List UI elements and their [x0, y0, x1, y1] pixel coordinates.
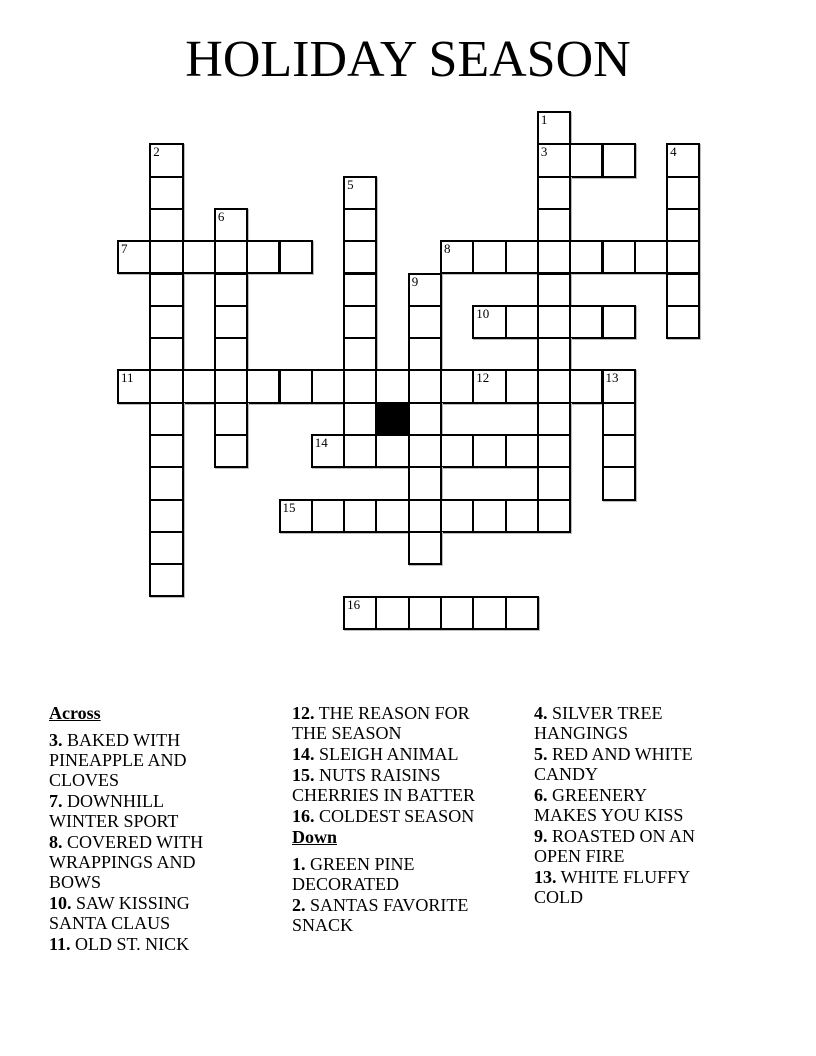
- cell-number: 8: [444, 241, 451, 257]
- clue-item: [292, 895, 530, 935]
- grid-cell[interactable]: [246, 240, 280, 274]
- clue-number: 7.: [49, 791, 63, 811]
- grid-cell[interactable]: [343, 208, 377, 242]
- cell-number: 2: [153, 144, 160, 160]
- grid-cell[interactable]: [408, 596, 442, 630]
- clue-line: HANGINGS: [534, 723, 628, 743]
- grid-cell[interactable]: [149, 208, 183, 242]
- grid-cell[interactable]: [537, 434, 571, 468]
- clue-number: 11.: [49, 934, 71, 954]
- grid-cell[interactable]: [569, 143, 603, 177]
- grid-cell[interactable]: [602, 402, 636, 436]
- cell-number: 12: [476, 370, 490, 386]
- grid-cell[interactable]: [537, 176, 571, 210]
- grid-cell[interactable]: [214, 208, 248, 242]
- clue-line: SANTA CLAUS: [49, 913, 171, 933]
- clue-item: [534, 867, 772, 907]
- grid-cell[interactable]: [472, 596, 506, 630]
- grid-cell[interactable]: [375, 596, 409, 630]
- grid-cell[interactable]: [182, 369, 216, 403]
- clue-item: [49, 832, 287, 892]
- grid-cell[interactable]: [117, 240, 151, 274]
- clue-number: 3.: [49, 730, 63, 750]
- clue-item: [49, 730, 287, 790]
- grid-cell[interactable]: [440, 240, 474, 274]
- grid-cell[interactable]: [149, 563, 183, 597]
- clue-item: [49, 934, 287, 954]
- grid-cell[interactable]: [214, 240, 248, 274]
- clue-line: 13. WHITE FLUFFY: [534, 867, 691, 887]
- grid-cell[interactable]: [149, 273, 183, 307]
- grid-cell[interactable]: [149, 434, 183, 468]
- cell-number: 13: [605, 370, 619, 386]
- clue-number: 6.: [534, 785, 548, 805]
- grid-cell[interactable]: [149, 305, 183, 339]
- grid-cell[interactable]: [214, 305, 248, 339]
- clue-item: [292, 806, 530, 826]
- grid-cell[interactable]: [634, 240, 668, 274]
- clue-line: BOWS: [49, 872, 102, 892]
- cell-number: 14: [314, 435, 328, 450]
- clue-number: 2.: [292, 895, 306, 915]
- grid-cell[interactable]: [408, 531, 442, 565]
- grid-cell[interactable]: [602, 305, 636, 339]
- grid-cell[interactable]: [408, 434, 442, 468]
- grid-cell[interactable]: [440, 596, 474, 630]
- grid-cell[interactable]: [149, 337, 183, 371]
- clue-line: 5. RED AND WHITE: [534, 744, 693, 764]
- grid-cell[interactable]: [440, 434, 474, 468]
- grid-cell[interactable]: [149, 531, 183, 565]
- grid-cell[interactable]: [149, 176, 183, 210]
- grid-cell[interactable]: [569, 240, 603, 274]
- clue-line: WINTER SPORT: [49, 811, 179, 831]
- clue-number: 8.: [49, 832, 63, 852]
- clue-item: [49, 791, 287, 831]
- clues-section-header-down: Down: [292, 827, 338, 847]
- cell-number: 15: [282, 499, 296, 515]
- clue-item: [292, 703, 530, 743]
- grid-cell[interactable]: [343, 402, 377, 436]
- clue-item: [292, 854, 530, 894]
- clues-column: [534, 703, 772, 908]
- clues-section-header-across: Across: [49, 703, 101, 723]
- clues-column: [49, 703, 287, 955]
- grid-cell-black: [375, 402, 409, 436]
- clue-line: DECORATED: [292, 874, 399, 894]
- grid-cell[interactable]: [117, 369, 151, 403]
- grid-cell[interactable]: [537, 337, 571, 371]
- grid-cell[interactable]: [214, 402, 248, 436]
- grid-cell[interactable]: [666, 240, 700, 274]
- clue-line: WRAPPINGS AND: [49, 852, 196, 872]
- clue-line: 15. NUTS RAISINS: [292, 765, 441, 785]
- clue-number: 16.: [292, 806, 315, 826]
- cell-number: 6: [217, 208, 225, 224]
- grid-cell[interactable]: [182, 240, 216, 274]
- clue-line: 8. COVERED WITH: [49, 832, 204, 852]
- clue-line: 12. THE REASON FOR: [292, 703, 470, 723]
- grid-cell[interactable]: [149, 402, 183, 436]
- clues-column: [292, 703, 530, 936]
- grid-cell[interactable]: [279, 369, 313, 403]
- grid-cell[interactable]: [343, 273, 377, 307]
- clue-number: 4.: [534, 703, 548, 723]
- clue-line: CLOVES: [49, 770, 120, 790]
- grid-cell[interactable]: [375, 369, 409, 403]
- grid-cell[interactable]: [537, 240, 571, 274]
- clue-line: 16. COLDEST SEASON: [292, 806, 475, 826]
- clue-number: 10.: [49, 893, 72, 913]
- grid-cell[interactable]: [472, 240, 506, 274]
- clue-number: 5.: [534, 744, 548, 764]
- cell-number: 1: [540, 112, 548, 127]
- grid-cell[interactable]: [343, 369, 377, 403]
- grid-cell[interactable]: [375, 499, 409, 533]
- grid-cell[interactable]: [472, 369, 506, 403]
- grid-cell[interactable]: [537, 305, 571, 339]
- grid-cell[interactable]: [602, 434, 636, 468]
- clue-line: MAKES YOU KISS: [534, 805, 684, 825]
- grid-cell[interactable]: [214, 369, 248, 403]
- clue-number: 14.: [292, 744, 315, 764]
- grid-cell[interactable]: [472, 434, 506, 468]
- grid-cell[interactable]: [149, 466, 183, 500]
- clue-item: [534, 785, 772, 825]
- clue-line: 10. SAW KISSING: [49, 893, 190, 913]
- grid-cell[interactable]: [505, 369, 539, 403]
- cell-number: 7: [121, 241, 128, 257]
- clue-item: [534, 826, 772, 866]
- grid-cell[interactable]: [537, 499, 571, 533]
- grid-cell[interactable]: [537, 208, 571, 242]
- grid-cell[interactable]: [343, 305, 377, 339]
- grid-cell[interactable]: [440, 499, 474, 533]
- clue-line: 11. OLD ST. NICK: [49, 934, 190, 954]
- grid-cell[interactable]: [537, 111, 571, 145]
- clue-line: PINEAPPLE AND: [49, 750, 187, 770]
- grid-cell[interactable]: [311, 499, 345, 533]
- grid-cell[interactable]: [343, 596, 377, 630]
- grid-cell[interactable]: [505, 434, 539, 468]
- grid-cell[interactable]: [343, 499, 377, 533]
- grid-cell[interactable]: [602, 240, 636, 274]
- cell-number: 3: [540, 144, 548, 160]
- grid-cell[interactable]: [214, 434, 248, 468]
- grid-cell[interactable]: [375, 434, 409, 468]
- grid-cell[interactable]: [537, 273, 571, 307]
- grid-cell[interactable]: [246, 369, 280, 403]
- clue-line: 9. ROASTED ON AN: [534, 826, 696, 846]
- clue-line: 14. SLEIGH ANIMAL: [292, 744, 459, 764]
- cell-number: 11: [121, 370, 134, 386]
- clue-item: [292, 744, 530, 764]
- grid-cell[interactable]: [666, 305, 700, 339]
- grid-cell[interactable]: [408, 499, 442, 533]
- cell-number: 9: [411, 273, 419, 289]
- grid-cell[interactable]: [666, 176, 700, 210]
- cell-number: 16: [347, 596, 361, 612]
- grid-cell[interactable]: [666, 273, 700, 307]
- clue-number: 15.: [292, 765, 315, 785]
- cell-number: 5: [347, 176, 354, 192]
- clue-line: CHERRIES IN BATTER: [292, 785, 476, 805]
- grid-cell[interactable]: [537, 369, 571, 403]
- cell-number: 4: [670, 144, 677, 160]
- clue-line: COLD: [534, 887, 583, 907]
- grid-cell[interactable]: [505, 499, 539, 533]
- grid-cell[interactable]: [440, 369, 474, 403]
- grid-cell[interactable]: [149, 240, 183, 274]
- grid-cell[interactable]: [569, 369, 603, 403]
- clue-line: 4. SILVER TREE: [534, 703, 663, 723]
- grid-cell[interactable]: [343, 176, 377, 210]
- grid-cell[interactable]: [279, 499, 313, 533]
- grid-cell[interactable]: [408, 369, 442, 403]
- grid-cell[interactable]: [149, 143, 183, 177]
- clue-line: OPEN FIRE: [534, 846, 625, 866]
- grid-cell[interactable]: [505, 240, 539, 274]
- clue-line: 2. SANTAS FAVORITE: [292, 895, 469, 915]
- grid-cell[interactable]: [408, 273, 442, 307]
- clue-number: 1.: [292, 854, 306, 874]
- grid-cell[interactable]: [214, 337, 248, 371]
- grid-cell[interactable]: [149, 499, 183, 533]
- grid-cell[interactable]: [214, 273, 248, 307]
- clue-line: THE SEASON: [292, 723, 402, 743]
- clue-line: 1. GREEN PINE: [292, 854, 415, 874]
- page-title: HOLIDAY SEASON: [185, 31, 631, 88]
- clue-item: [534, 703, 772, 743]
- clue-number: 12.: [292, 703, 315, 723]
- grid-cell[interactable]: [537, 466, 571, 500]
- grid-cell[interactable]: [602, 466, 636, 500]
- clue-item: [292, 765, 530, 805]
- clue-number: 13.: [534, 867, 557, 887]
- grid-cell[interactable]: [408, 305, 442, 339]
- grid-cell[interactable]: [602, 369, 636, 403]
- clue-item: [49, 893, 287, 933]
- grid-cell[interactable]: [311, 434, 345, 468]
- clue-line: 7. DOWNHILL: [49, 791, 164, 811]
- grid-cell[interactable]: [537, 143, 571, 177]
- clue-number: 9.: [534, 826, 548, 846]
- grid-cell[interactable]: [343, 434, 377, 468]
- grid-cell[interactable]: [408, 402, 442, 436]
- grid-cell[interactable]: [472, 305, 506, 339]
- grid-cell[interactable]: [472, 499, 506, 533]
- grid-cell[interactable]: [311, 369, 345, 403]
- grid-cell[interactable]: [408, 466, 442, 500]
- grid-cell[interactable]: [408, 337, 442, 371]
- grid-cell[interactable]: [343, 337, 377, 371]
- grid-cell[interactable]: [505, 305, 539, 339]
- grid-cell[interactable]: [602, 143, 636, 177]
- grid-cell[interactable]: [666, 143, 700, 177]
- grid-cell[interactable]: [666, 208, 700, 242]
- grid-cell[interactable]: [343, 240, 377, 274]
- grid-cell[interactable]: [149, 369, 183, 403]
- grid-cell[interactable]: [537, 402, 571, 436]
- clue-line: 3. BAKED WITH: [49, 730, 181, 750]
- clue-line: SNACK: [292, 915, 354, 935]
- clue-line: CANDY: [534, 764, 599, 784]
- clue-line: 6. GREENERY: [534, 785, 648, 805]
- cell-number: 10: [476, 305, 490, 321]
- clue-item: [534, 744, 772, 784]
- grid-cell[interactable]: [505, 596, 539, 630]
- grid-cell[interactable]: [569, 305, 603, 339]
- grid-cell[interactable]: [279, 240, 313, 274]
